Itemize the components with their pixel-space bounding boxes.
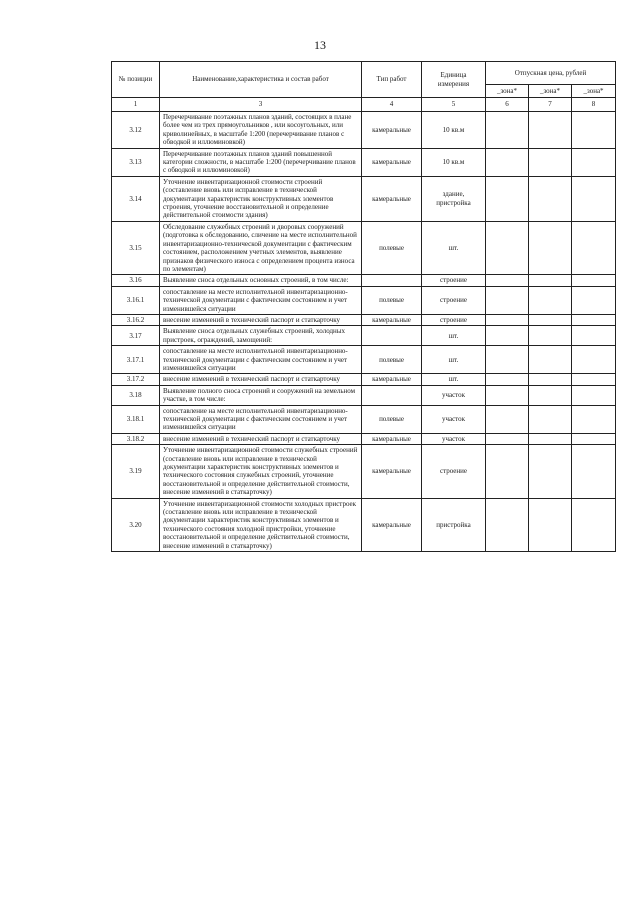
row-work-type: камеральные [362, 314, 422, 325]
row-price-zone-2 [529, 445, 572, 498]
row-price-zone-2 [529, 221, 572, 274]
table-row [112, 326, 616, 346]
row-position: 3.13 [112, 148, 160, 176]
header-price: Отпускная цена, рублей [486, 62, 616, 85]
header-position: № позиции [112, 62, 160, 98]
row-price-zone-1 [486, 405, 529, 433]
row-work-type: камеральные [362, 148, 422, 176]
row-price-zone-1 [486, 498, 529, 551]
table-row [112, 112, 616, 149]
row-unit: строение [422, 286, 486, 314]
row-work-type: камеральные [362, 445, 422, 498]
row-price-zone-1 [486, 176, 529, 221]
row-unit: шт. [422, 221, 486, 274]
row-price-zone-1 [486, 275, 529, 286]
row-price-zone-1 [486, 148, 529, 176]
table-row [112, 374, 616, 385]
row-description: Уточнение инвентаризационной стоимости служебных строений (составление вновь или исправление в технической документации характеристик конструктивных элементов и технического состояния служебных строений, уточнение восстановительной и определение действительной стоимости, внесение изменений в статкарточку) [160, 445, 362, 498]
row-work-type: полевые [362, 221, 422, 274]
row-description: Обследование служебных строений и дворовых сооружений (подготовка к обследованию, сличение на месте исполнительной инвентаризационно-технической документации с фактическим состоянием, расположением учетных элементов, выявление признаков физического износа с определением процента износа по элементам) [160, 221, 362, 274]
row-unit: здание, пристройка [422, 176, 486, 221]
table-row [112, 176, 616, 221]
table-row [112, 148, 616, 176]
row-position: 3.17 [112, 326, 160, 346]
row-price-zone-2 [529, 314, 572, 325]
row-work-type [362, 385, 422, 405]
row-price-zone-2 [529, 385, 572, 405]
row-work-type: камеральные [362, 374, 422, 385]
column-number: 6 [486, 98, 529, 112]
row-description: Уточнение инвентаризационной стоимости строений (составление вновь или исправление в технической документации характеристик конструктивных элементов строения, уточнение восстановительной и определение действительной стоимости здания) [160, 176, 362, 221]
row-price-zone-1 [486, 385, 529, 405]
row-price-zone-3 [572, 286, 616, 314]
header-work-type: Тип работ [362, 62, 422, 98]
row-price-zone-1 [486, 346, 529, 374]
row-price-zone-1 [486, 445, 529, 498]
row-price-zone-1 [486, 314, 529, 325]
row-position: 3.14 [112, 176, 160, 221]
row-position: 3.18.1 [112, 405, 160, 433]
row-price-zone-2 [529, 275, 572, 286]
price-table [111, 61, 616, 552]
row-unit: строение [422, 445, 486, 498]
row-description: Выявление сноса отдельных служебных строений, холодных пристроек, ограждений, замощений: [160, 326, 362, 346]
row-position: 3.15 [112, 221, 160, 274]
column-number: 7 [529, 98, 572, 112]
row-unit: шт. [422, 374, 486, 385]
row-work-type: полевые [362, 346, 422, 374]
row-position: 3.16 [112, 275, 160, 286]
row-price-zone-1 [486, 112, 529, 149]
row-work-type: камеральные [362, 433, 422, 444]
table-row [112, 445, 616, 498]
row-position: 3.18.2 [112, 433, 160, 444]
row-description: Перечерчивание поэтажных планов зданий, состоящих в плане более чем из трех прямоугольников , или косоугольных, или криволинейных, в масштабе 1:200 (перечерчивание планов с обводкой и иллюминовкой) [160, 112, 362, 149]
row-work-type [362, 326, 422, 346]
row-price-zone-2 [529, 326, 572, 346]
table-row [112, 498, 616, 551]
row-unit: строение [422, 314, 486, 325]
header-unit: Единица измерения [422, 62, 486, 98]
row-price-zone-2 [529, 148, 572, 176]
row-price-zone-2 [529, 498, 572, 551]
row-description: Выявление сноса отдельных основных строений, в том числе: [160, 275, 362, 286]
row-unit: участок [422, 405, 486, 433]
row-price-zone-3 [572, 405, 616, 433]
row-price-zone-1 [486, 374, 529, 385]
row-price-zone-3 [572, 374, 616, 385]
row-price-zone-2 [529, 112, 572, 149]
table-row [112, 314, 616, 325]
header-zone: _зона* [486, 85, 529, 98]
row-position: 3.16.2 [112, 314, 160, 325]
column-number: 1 [112, 98, 160, 112]
column-number: 8 [572, 98, 616, 112]
row-unit: пристройка [422, 498, 486, 551]
row-unit: 10 кв.м [422, 112, 486, 149]
row-position: 3.17.1 [112, 346, 160, 374]
header-zone: _зона* [572, 85, 616, 98]
row-price-zone-3 [572, 176, 616, 221]
row-description: Перечерчивание поэтажных планов зданий повышенной категории сложности, в масштабе 1:200 (перечерчивание планов с обводкой и иллюминовкой) [160, 148, 362, 176]
column-number: 4 [362, 98, 422, 112]
table-row [112, 221, 616, 274]
row-price-zone-2 [529, 176, 572, 221]
row-price-zone-2 [529, 346, 572, 374]
row-price-zone-3 [572, 346, 616, 374]
row-price-zone-1 [486, 221, 529, 274]
table-body [112, 112, 616, 552]
row-position: 3.17.2 [112, 374, 160, 385]
table-row [112, 346, 616, 374]
row-position: 3.20 [112, 498, 160, 551]
row-price-zone-3 [572, 275, 616, 286]
row-description: внесение изменений в технический паспорт и статкарточку [160, 374, 362, 385]
row-price-zone-3 [572, 221, 616, 274]
row-price-zone-3 [572, 433, 616, 444]
row-unit: шт. [422, 346, 486, 374]
row-description: сопоставление на месте исполнительной инвентаризационно- технической документации с фактическим состоянием и учет изменившейся ситуации [160, 286, 362, 314]
row-price-zone-1 [486, 286, 529, 314]
row-unit: участок [422, 385, 486, 405]
row-position: 3.19 [112, 445, 160, 498]
header-name: Наименование,характеристика и состав работ [160, 62, 362, 98]
header-zone: _зона* [529, 85, 572, 98]
row-price-zone-3 [572, 314, 616, 325]
row-work-type: камеральные [362, 112, 422, 149]
row-unit: 10 кв.м [422, 148, 486, 176]
row-work-type: полевые [362, 405, 422, 433]
row-description: сопоставление на месте исполнительной инвентаризационно-технической документации с фактическим состоянием и учет изменившейся ситуации [160, 405, 362, 433]
row-price-zone-3 [572, 498, 616, 551]
column-number: 5 [422, 98, 486, 112]
row-unit: шт. [422, 326, 486, 346]
row-description: сопоставление на месте исполнительной инвентаризационно-технической документации с фактическим состоянием и учет изменившейся ситуации [160, 346, 362, 374]
row-position: 3.12 [112, 112, 160, 149]
row-price-zone-2 [529, 286, 572, 314]
row-price-zone-1 [486, 433, 529, 444]
row-price-zone-3 [572, 385, 616, 405]
row-work-type: камеральные [362, 498, 422, 551]
row-price-zone-2 [529, 433, 572, 444]
row-description: внесение изменений в технический паспорт и статкарточку [160, 433, 362, 444]
table-row [112, 286, 616, 314]
row-work-type: камеральные [362, 176, 422, 221]
row-unit: строение [422, 275, 486, 286]
row-price-zone-2 [529, 374, 572, 385]
row-price-zone-3 [572, 445, 616, 498]
row-description: внесение изменений в технический паспорт и статкарточку [160, 314, 362, 325]
row-unit: участок [422, 433, 486, 444]
row-work-type: полевые [362, 286, 422, 314]
row-price-zone-1 [486, 326, 529, 346]
row-price-zone-3 [572, 326, 616, 346]
row-position: 3.18 [112, 385, 160, 405]
row-description: Выявление полного сноса строений и сооружений на земельном участке, в том числе: [160, 385, 362, 405]
table-row [112, 275, 616, 286]
row-work-type [362, 275, 422, 286]
row-description: Уточнение инвентаризационной стоимости холодных пристроек (составление вновь или исправление в технической документации характеристик конструктивных элементов и технического состояния холодной пристройки, уточнение восстановительной и определение действительной стоимости, внесение изменений в статкарточку) [160, 498, 362, 551]
column-number: 3 [160, 98, 362, 112]
page-number: 13 [314, 38, 326, 52]
row-price-zone-2 [529, 405, 572, 433]
table-row [112, 433, 616, 444]
row-position: 3.16.1 [112, 286, 160, 314]
table-row [112, 385, 616, 405]
table-row [112, 405, 616, 433]
row-price-zone-3 [572, 148, 616, 176]
row-price-zone-3 [572, 112, 616, 149]
